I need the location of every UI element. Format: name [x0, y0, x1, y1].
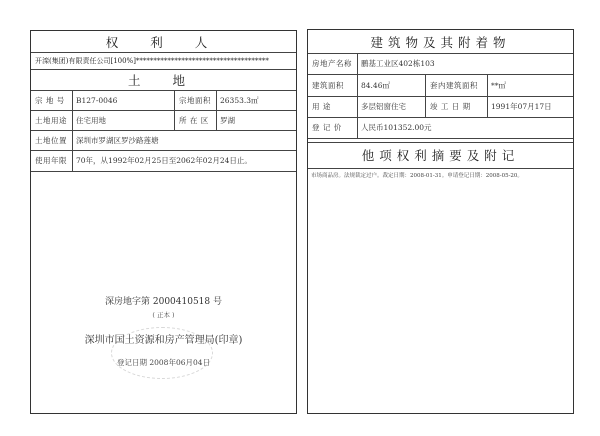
term-label: 使用年限: [31, 150, 73, 171]
owner-row: [31, 52, 296, 70]
completion-date-label: 竣 工 日 期: [426, 96, 488, 117]
usage-label: 用 途: [308, 96, 358, 117]
copy-type: ( 正本 ): [152, 311, 175, 319]
registered-price-value: 人民币101352.00元: [361, 123, 432, 132]
registered-price-label: 登 记 价: [308, 117, 358, 138]
inner-area-label: 套内建筑面积: [426, 74, 488, 96]
building-area-label: 建筑面积: [308, 74, 358, 96]
land-header: [31, 69, 296, 91]
remarks-text: 市场商品房。法规裁定过户。裁定日期：2008-01-31。申请登记日期：2008-05-20。: [311, 173, 523, 179]
completion-date-value: 1991年07月17日: [491, 102, 552, 111]
property-name-row: [308, 53, 573, 75]
owner-name: 开滦(集团)有限责任公司[100%]**************************************: [35, 56, 269, 65]
parcel-number-label: 宗 地 号: [31, 90, 73, 110]
building-page: [307, 29, 574, 414]
usage-row: [308, 96, 573, 118]
registration-date: 登记日期 2008年06月04日: [116, 358, 211, 367]
building-heading: 建筑物及其附着物: [370, 34, 511, 50]
parcel-area-label: 宗地面积: [175, 90, 217, 110]
district-label: 所 在 区: [175, 110, 217, 130]
property-name-value: 鹏基工业区402栋103: [361, 59, 435, 68]
usage-value: 多层铝窗住宅: [358, 96, 426, 117]
building-header: [308, 30, 573, 54]
rights-holder-header: [31, 31, 296, 53]
remarks-row: [308, 168, 573, 182]
certificate-number: 深房地字第 2000410518 号: [105, 297, 222, 307]
term-value: 70年，从1992年02月25日至2062年02月24日止。: [76, 156, 252, 165]
term-row: [31, 150, 296, 172]
rights-holder-heading: 权 利 人: [105, 34, 222, 50]
issuing-authority: 深圳市国土资源和房产管理局(印章): [84, 335, 243, 346]
district-value: 罗湖: [220, 115, 235, 125]
parcel-area-value: 26353.3㎡: [220, 95, 259, 105]
other-rights-header: [308, 142, 573, 169]
location-label: 土地位置: [31, 130, 73, 150]
inner-area-value: **㎡: [491, 80, 506, 90]
property-name-label: 房地产名称: [308, 53, 358, 74]
building-area-value: 84.46㎡: [358, 74, 426, 96]
parcel-row: [31, 90, 296, 111]
location-value: 深圳市罗湖区罗沙路莲塘: [76, 135, 159, 145]
land-use-label: 土地用途: [31, 110, 73, 130]
rights-holder-page: [30, 30, 297, 414]
area-row: [308, 74, 573, 97]
other-rights-heading: 他项权利摘要及附记: [361, 148, 520, 163]
location-row: [31, 130, 296, 151]
parcel-number-value: B127-0046: [73, 90, 175, 110]
price-row: [308, 117, 573, 139]
land-heading: 土 地: [128, 72, 199, 88]
land-use-row: [31, 110, 296, 131]
land-use-value: 住宅用地: [73, 110, 175, 130]
